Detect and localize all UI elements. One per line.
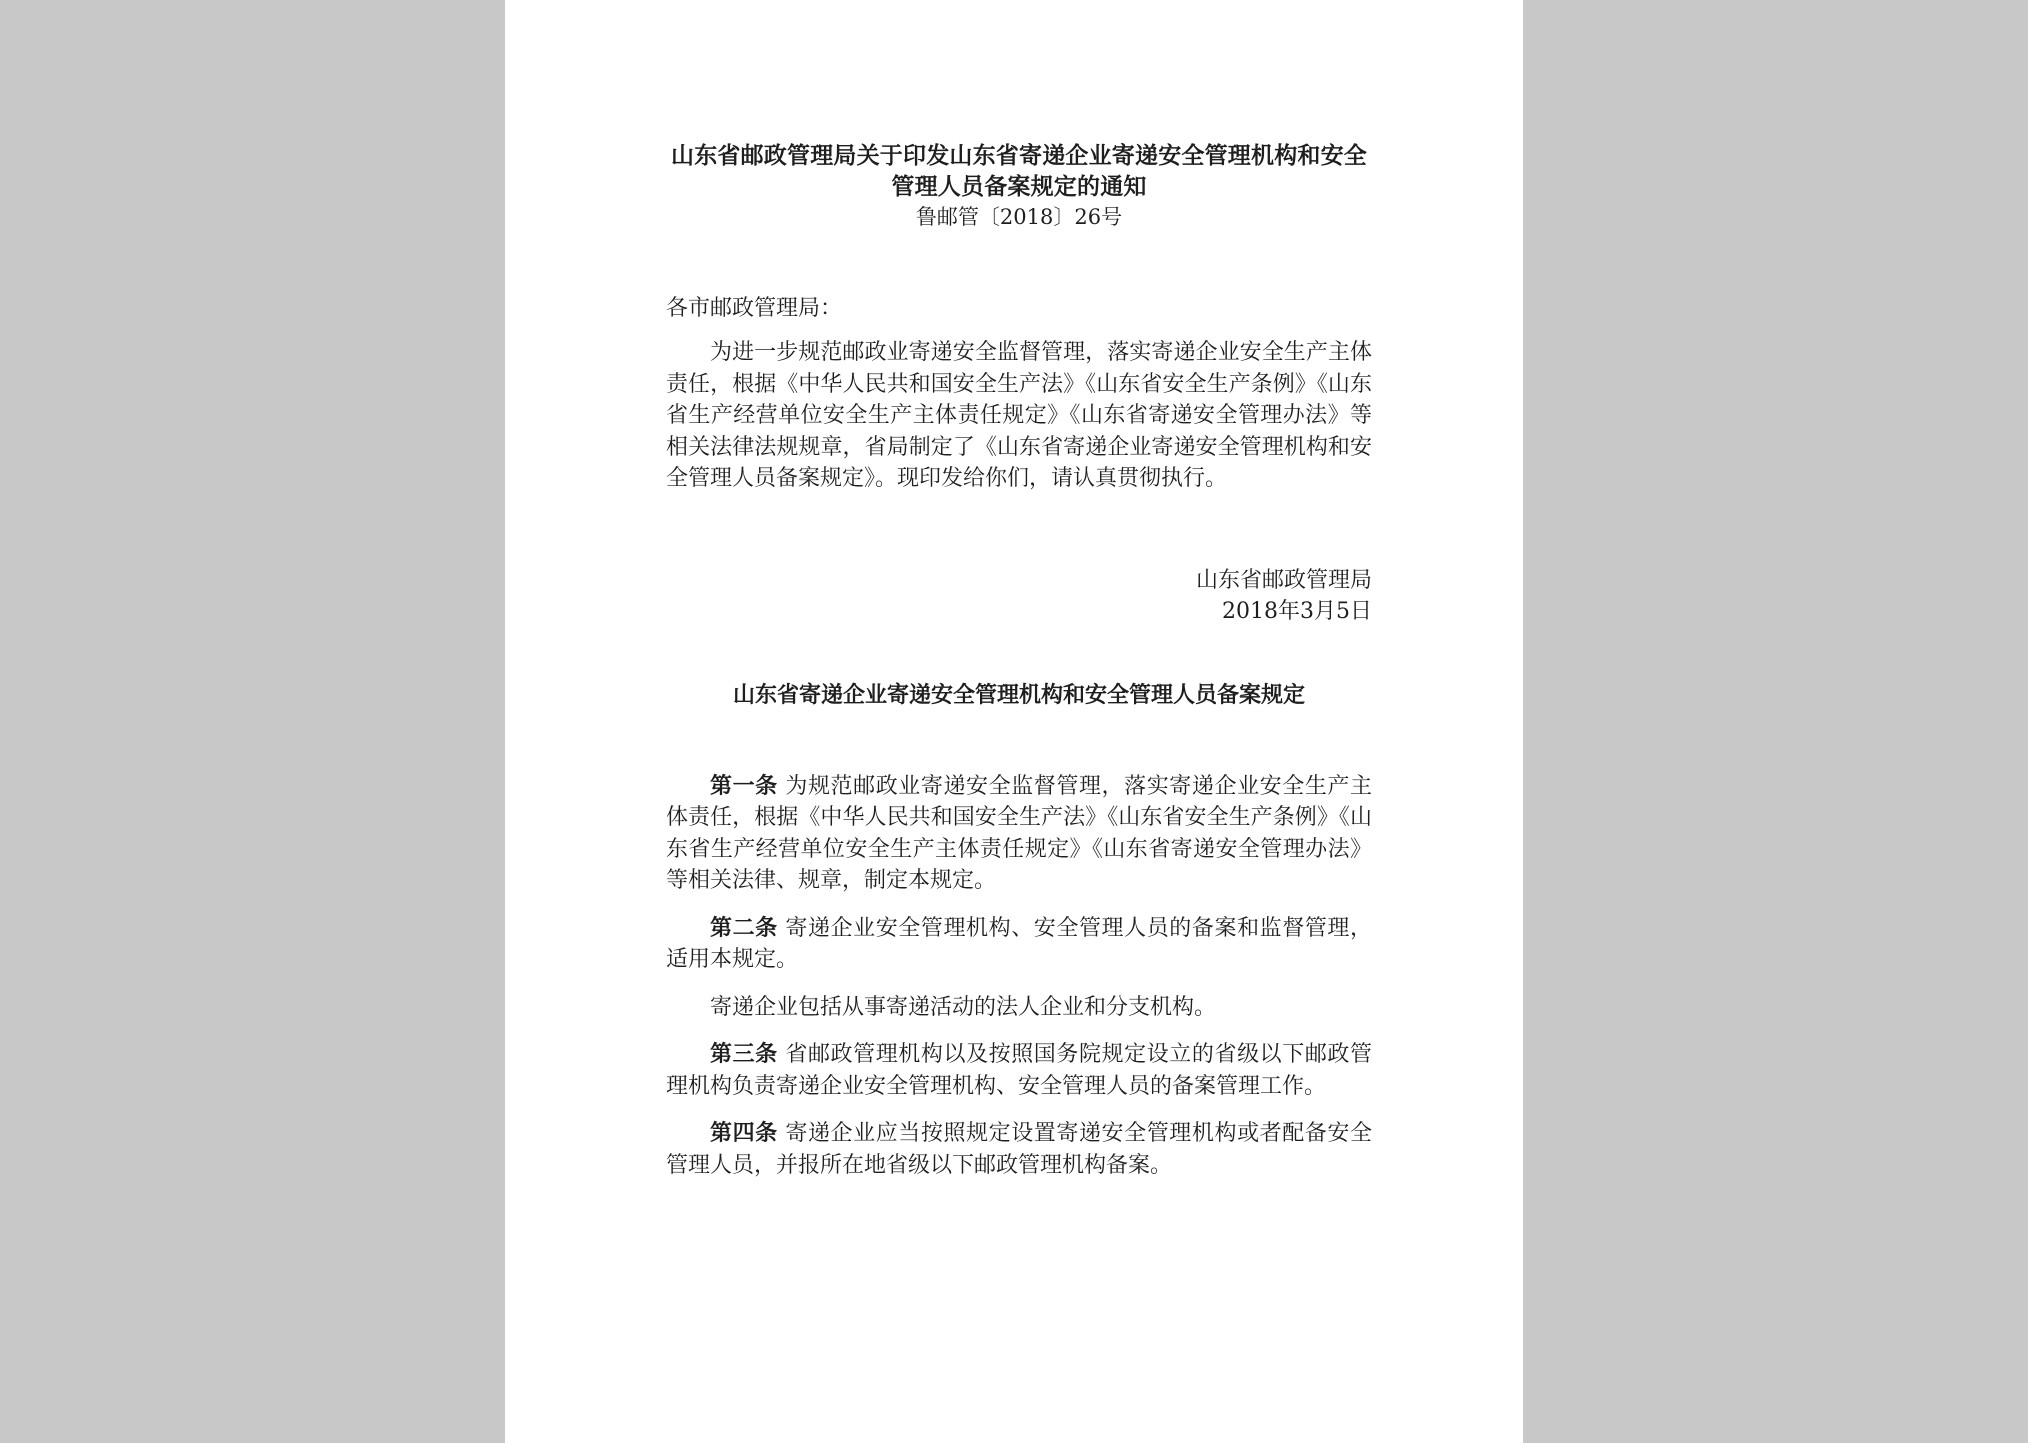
regulation-title: 山东省寄递企业寄递安全管理机构和安全管理人员备案规定 <box>732 681 1305 708</box>
document-page <box>505 0 1523 1443</box>
signature-date: 2018年3月5日 <box>1222 598 1372 624</box>
article-number: 第一条 <box>710 772 778 799</box>
document-title: 山东省邮政管理局关于印发山东省寄递企业寄递安全管理机构和安全管理人员备案规定的通知 <box>671 142 1367 200</box>
article-text: 为规范邮政业寄递安全监督管理，落实寄递企业安全生产主体责任，根据《中华人民共和国安全生产法》《山东省安全生产条例》《山东省生产经营单位安全生产主体责任规定》《山东省寄递安全管理办法》等相关法律、规章，制定本规定。 <box>666 773 1372 893</box>
article-4 <box>666 1118 1372 1181</box>
article-number: 第四条 <box>710 1120 778 1146</box>
intro-paragraph: 为进一步规范邮政业寄递安全监督管理，落实寄递企业安全生产主体责任，根据《中华人民共和国安全生产法》《山东省安全生产条例》《山东省生产经营单位安全生产主体责任规定》《山东省寄递安全管理办法》等相关法律法规规章，省局制定了《山东省寄递企业寄递安全管理机构和安全管理人员备案规定》。现印发给你们，请认真贯彻执行。 <box>666 340 1372 491</box>
articles-list <box>666 771 1372 1182</box>
article-text: 寄递企业安全管理机构、安全管理人员的备案和监督管理，适用本规定。 <box>666 915 1372 972</box>
article-text: 寄递企业包括从事寄递活动的法人企业和分支机构。 <box>710 994 1217 1020</box>
signature-block <box>666 565 1372 627</box>
article-3 <box>666 1039 1372 1102</box>
article-number: 第三条 <box>710 1041 778 1067</box>
article-2 <box>666 913 1372 976</box>
article-1 <box>666 771 1372 897</box>
article-number: 第二条 <box>710 914 778 941</box>
document-number: 鲁邮管〔2018〕26号 <box>915 205 1123 229</box>
page-content <box>666 140 1372 1197</box>
signature-org: 山东省邮政管理局 <box>1195 567 1372 593</box>
article-text: 寄递企业应当按照规定设置寄递安全管理机构或者配备安全管理人员，并报所在地省级以下邮政管理机构备案。 <box>666 1121 1372 1178</box>
salutation: 各市邮政管理局： <box>666 296 843 321</box>
article-text: 省邮政管理机构以及按照国务院规定设立的省级以下邮政管理机构负责寄递企业安全管理机构、安全管理人员的备案管理工作。 <box>666 1042 1372 1099</box>
article-2-paragraph-2 <box>666 992 1372 1024</box>
